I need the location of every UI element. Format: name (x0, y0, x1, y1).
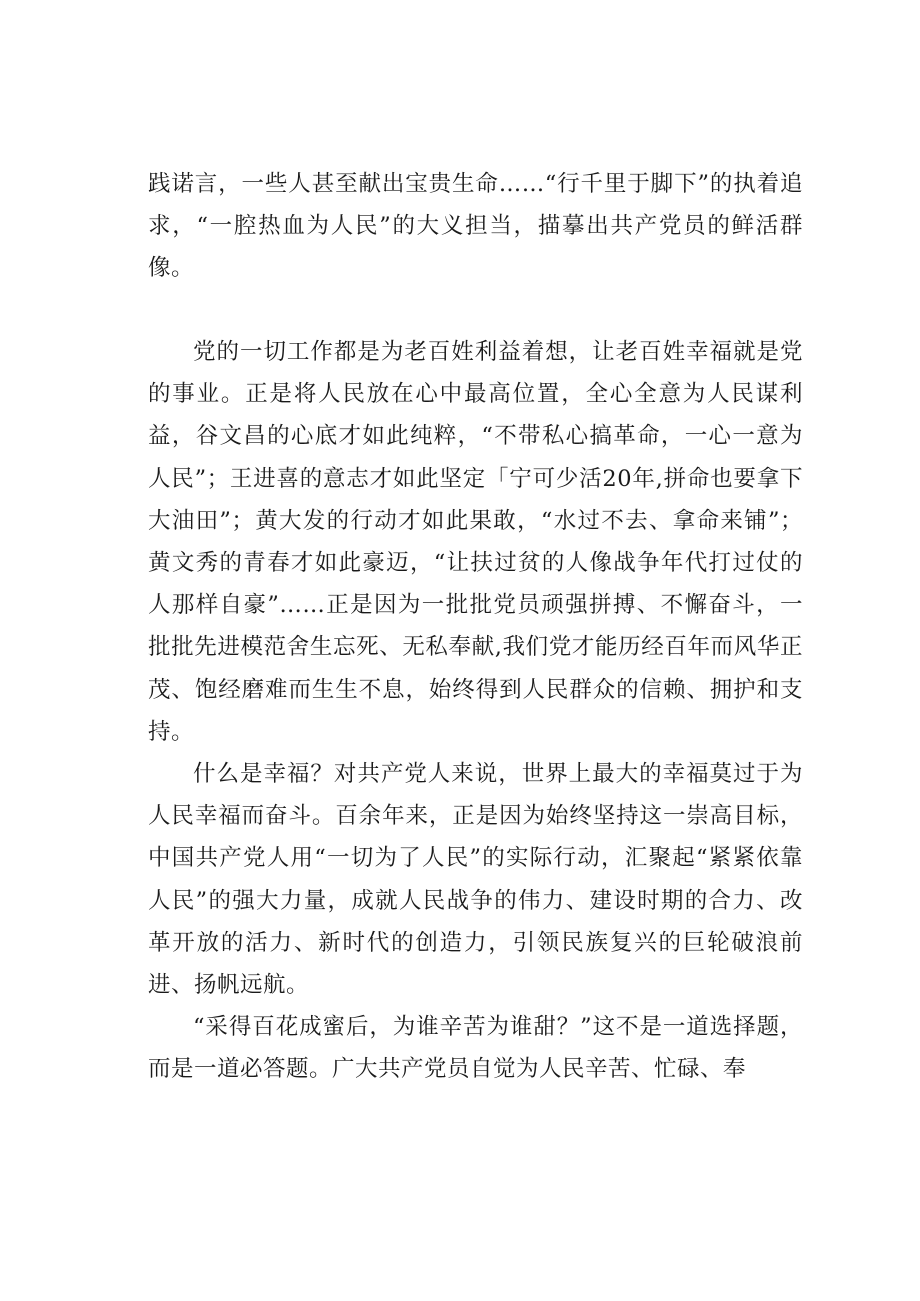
text-block-top (148, 163, 803, 290)
paragraph-4: “采得百花成蜜后，为谁辛苦为谁甜？”这不是一道选择题，而是一道必答题。广大共产党员自觉为人民辛苦、忙碌、奉 (148, 1014, 803, 1083)
paragraph-3: 什么是幸福？对共产党人来说，世界上最大的幸福莫过于为人民幸福而奋斗。百余年来，正是因为始终坚持这一崇高目标，中国共产党人用“一切为了人民”的实际行动，汇聚起“紧紧依靠人民”的强大力量，成就人民战争的伟力、建设时期的合力、改革开放的活力、新时代的创造力，引领民族复兴的巨轮破浪前进、扬帆远航。 (148, 761, 803, 999)
paragraph-2: 党的一切工作都是为老百姓利益着想，让老百姓幸福就是党的事业。正是将人民放在心中最高位置，全心全意为人民谋利益，谷文昌的心底才如此纯粹，“不带私心搞革命，一心一意为人民”；王进喜的意志才如此坚定「宁可少活20年,拼命也要拿下大油田”；黄大发的行动才如此果敢，“水过不去、拿命来铺”；黄文秀的青春才如此豪迈，“让扶过贫的人像战争年代打过仗的人那样自豪”……正是因为一批批党员顽强拼搏、不懈奋斗，一批批先进模范舍生忘死、无私奉献,我们党才能历经百年而风华正茂、饱经磨难而生生不息，始终得到人民群众的信赖、拥护和支持。 (148, 339, 803, 745)
paragraph-1: 践诺言，一些人甚至献出宝贵生命……“行千里于脚下”的执着追求，“一腔热血为人民”的大义担当，描摹出共产党员的鲜活群像。 (148, 171, 803, 282)
text-block-main (148, 331, 803, 1091)
